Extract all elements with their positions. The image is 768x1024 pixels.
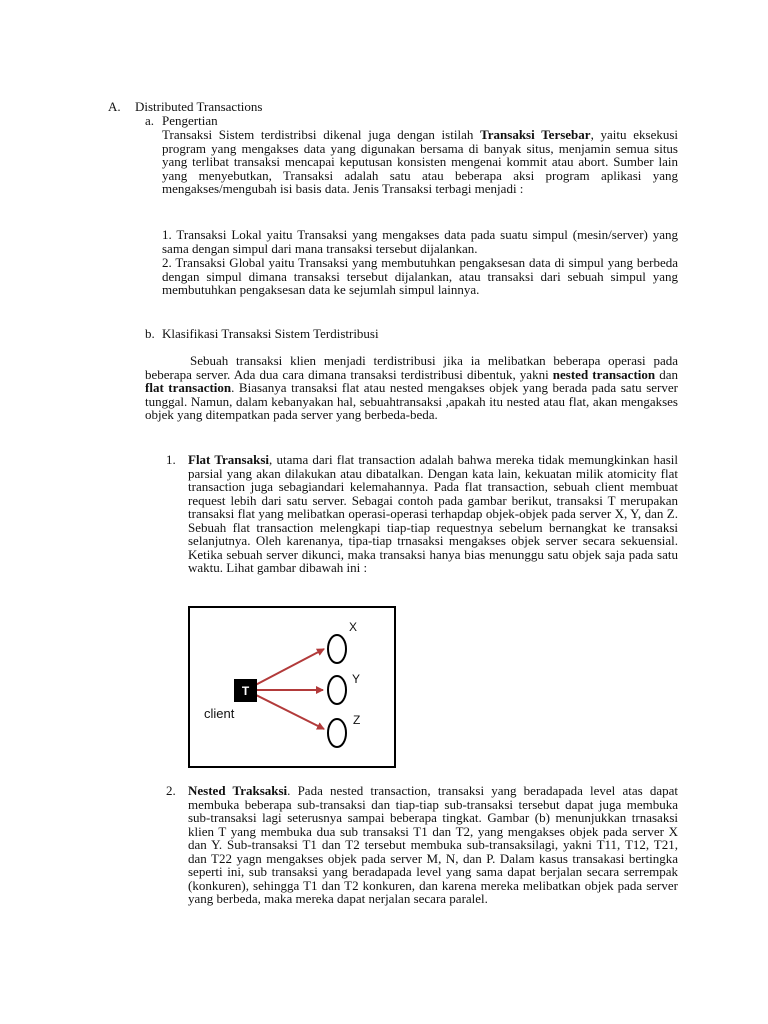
section-a-title: Distributed Transactions (135, 99, 263, 114)
term-flat-transaction: flat transaction (145, 380, 232, 395)
server-y-label: Y (352, 672, 361, 686)
term-transaksi-tersebar: Transaksi Tersebar (480, 127, 591, 142)
sub-a-title: Pengertian (162, 113, 218, 128)
section-a-heading (108, 99, 263, 114)
flat-transaction-figure (188, 606, 396, 768)
server-x-node (328, 635, 346, 663)
list-item-nested (166, 784, 678, 906)
sub-b-title: Klasifikasi Transaksi Sistem Terdistribusi (162, 326, 379, 341)
section-a-marker: A. (108, 99, 121, 114)
nested-transaction-term: Nested Traksaksi (188, 783, 288, 798)
sub-a-heading (145, 113, 218, 128)
list-number: 2. (166, 783, 176, 798)
list-number: 1. (166, 452, 176, 467)
transaction-type-item-1: 1. Transaksi Lokal yaitu Transaksi yang mengakses data pada suatu simpul (mesin/server) yang sama dengan simpul dari mana transaksi tersebut dijalankan. (162, 227, 678, 256)
list-item-flat (166, 453, 678, 575)
client-transaction-label: T (241, 684, 250, 698)
flat-transaction-diagram (190, 608, 394, 766)
server-x-label: X (349, 620, 358, 634)
server-z-node (328, 719, 346, 747)
flat-transaction-text: Flat Transaksi, utama dari flat transaction adalah bahwa mereka tidak memungkinkan hasil parsial yang akan dilakukan atau dibatalkan. Dengan kata lain, kekuatan milik atomicity flat transaction juga sebagiandari kelemahannya. Pada flat transaction, sebuah client membuat request lebih dari satu server. Sebagai contoh pada gambar berikut, transaksi T merupakan transaksi flat yang melibatkan operasi-operasi terhapdap objek-objek pada server X, Y, dan Z. Sebuah flat transaction melengkapi tiap-tiap requestnya sebelum bernangkat ke transaksi selanjutnya. Oleh karenanya, tipa-tiap trnasaksi mengakses objek server secara sekuensial. Ketika sebuah server dikunci, maka transaksi hanya bias menunggu satu objek saja pada satu waktu. Lihat gambar dibawah ini : (188, 452, 678, 575)
term-nested-transaction: nested transaction (552, 366, 656, 382)
arrow-to-server-z (246, 690, 324, 729)
nested-transaction-text: Nested Traksaksi. Pada nested transaction, transaksi yang beradapada level atas dapat membuka beberapa sub-transaksi dan tiap-tiap sub-transaksi tersebut dapat juga membuka sub-transaksi lagi seterusnya sampai beberapa tingkat. Gambar (b) menunjukkan trnasaksi klien T yang membuka dua sub transaksi T1 dan T2, yang mengakses objek pada server X dan Y. Sub-transaksi T1 dan T2 tersebut membuka sub-transaksilagi, yakni T11, T12, T21, dan T22 yagn mengakses objek pada server M, N, dan P. Dalam kasus transakasi bertingka seperti ini, sub transaksi yang beradapada level yang sama dapat berjalan secara serrempak (konkuren), sehingga T1 dan T2 konkuren, dan karena mereka melibatkan objek pada server yang berbeda, maka mereka dapat nerjalan secara paralel. (188, 783, 678, 906)
client-label: client (204, 706, 235, 721)
transaction-type-item-2: 2. Transaksi Global yaitu Transaksi yang membutuhkan pengaksesan data di simpul yang berbeda dengan simpul dimana transaksi tersebut dijalankan, atau transaksi dari sebuah simpul yang membutuhkan pengaksesan data ke sejumlah simpul lainnya. (162, 255, 678, 297)
sub-b-marker: b. (145, 326, 155, 341)
arrow-to-server-x (246, 649, 324, 690)
server-z-label: Z (353, 713, 361, 727)
sub-a-marker: a. (145, 113, 155, 128)
server-y-node (328, 676, 346, 704)
sub-a-paragraph: Transaksi Sistem terdistribsi dikenal juga dengan istilah Transaksi Tersebar, yaitu eksekusi program yang mengakses data yang digunakan bersama di banyak situs, menjamin semua situs yang terlibat transaksi mencapai keputusan konsisten mengenai kommit atau abort. Sumber lain yang menyebutkan, Transaksi adalah satu atau beberapa aksi program aplikasi yang mengakses/mengubah isi basis data. Jenis Transaksi terbagi menjadi : (162, 127, 679, 196)
sub-b-paragraph: Sebuah transaksi klien menjadi terdistribusi jika ia melibatkan beberapa operasi pada beberapa server. Ada dua cara dimana transaksi terdistribusi dibentuk, yakni nested transaction dan flat transaction. Biasanya transaksi flat atau nested mengakses objek yang berada pada satu server tunggal. Namun, dalam kebanyakan hal, sebuahtransaksi ,apakah itu nested atau flat, akan mengakses objek yang ditempatkan pada server yang berbeda-beda. (145, 353, 678, 422)
sub-b-heading (145, 326, 379, 341)
flat-transaction-term: Flat Transaksi (188, 452, 270, 467)
